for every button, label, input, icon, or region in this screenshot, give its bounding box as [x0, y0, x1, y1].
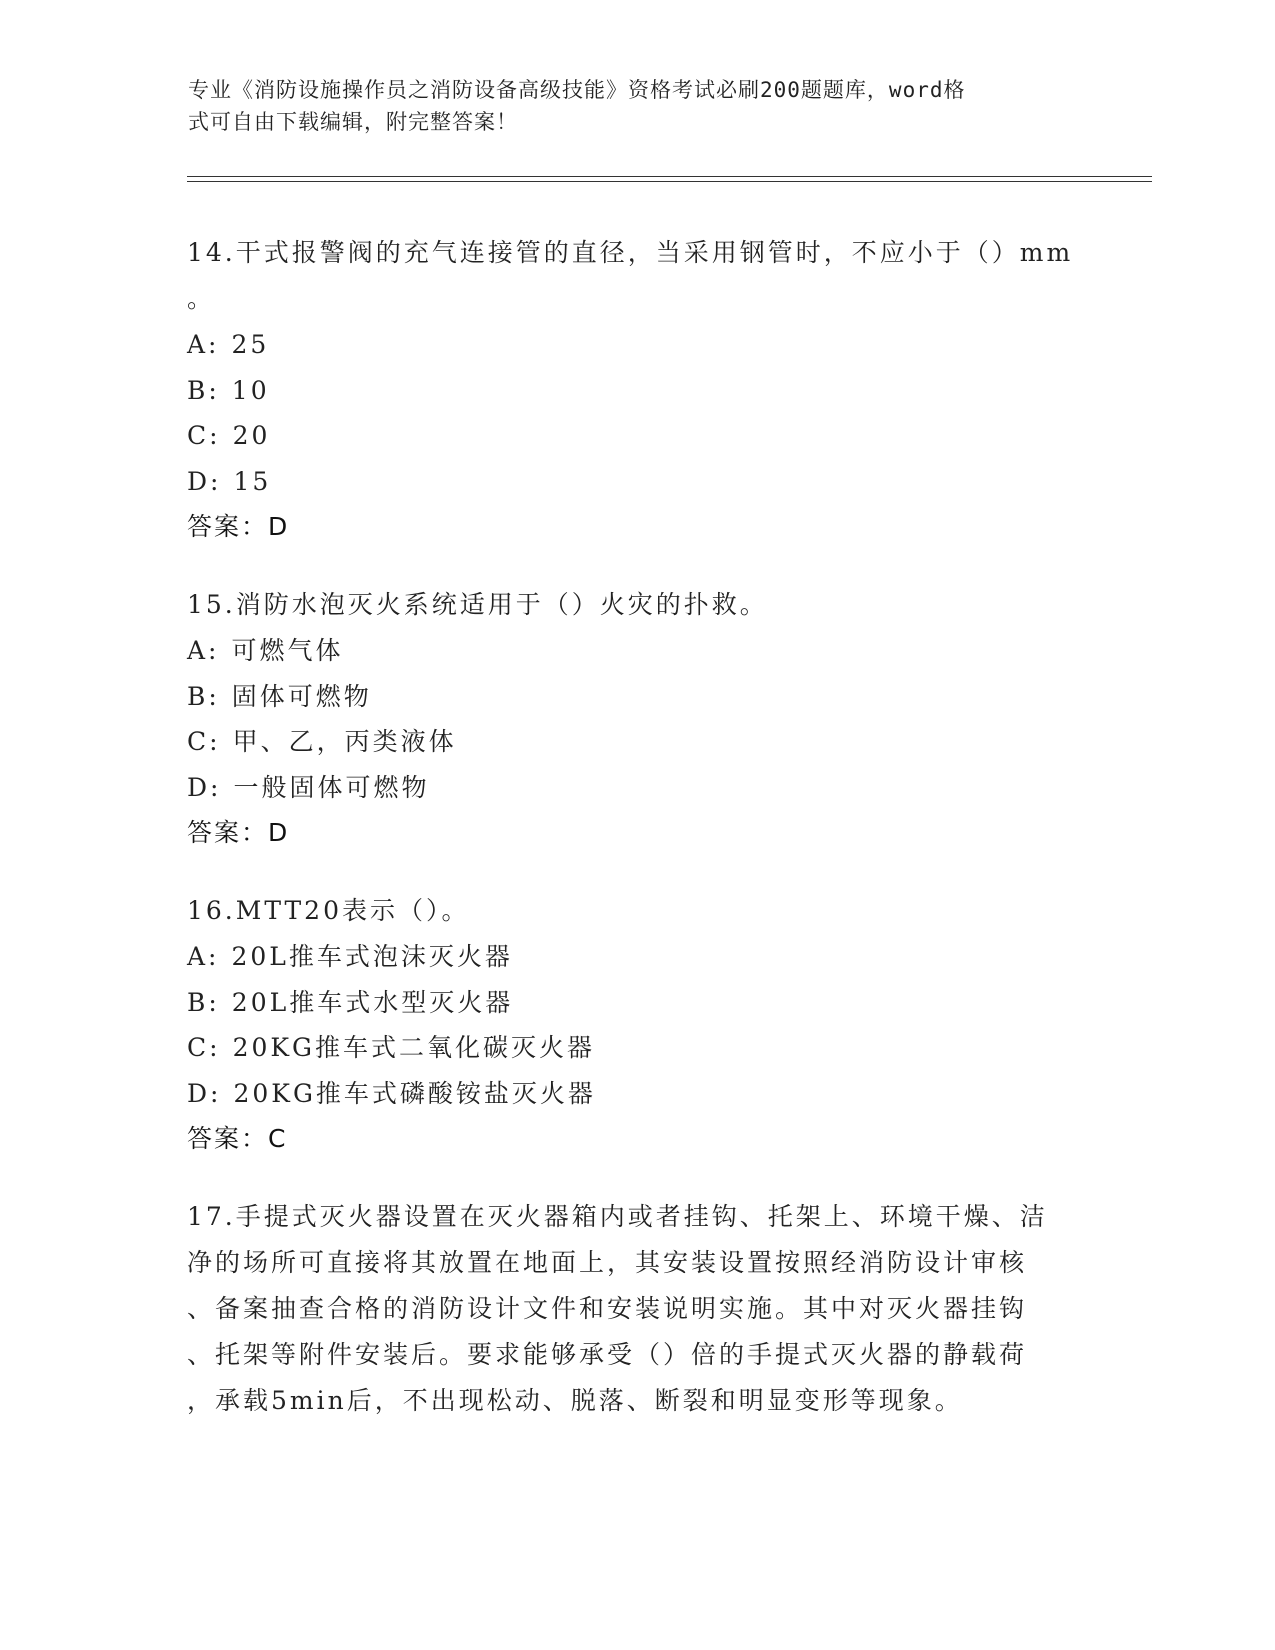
question-14 [187, 230, 1077, 550]
option-key: D: [187, 466, 222, 496]
answer-line: 答案：C [187, 1124, 288, 1153]
option-value: 20 [232, 421, 271, 450]
option-value: 25 [231, 330, 270, 359]
option-key: D: [187, 772, 222, 802]
header-divider-top [187, 176, 1152, 177]
option-d [187, 1071, 1077, 1117]
option-b [187, 674, 1077, 720]
option-a [187, 934, 1077, 980]
header-line-1: 专业《消防设施操作员之消防设备高级技能》资格考试必刷200题题库，word格 [188, 78, 966, 102]
option-key: A: [187, 636, 220, 665]
option-d [187, 459, 1077, 505]
option-value: 甲、乙，丙类液体 [232, 727, 457, 756]
option-key: B: [187, 681, 220, 711]
question-text: 16.MTT20表示（）。 [187, 896, 470, 925]
option-value: 20L推车式水型灭火器 [231, 987, 514, 1017]
option-value: 20KG推车式二氧化碳灭火器 [232, 1033, 596, 1062]
option-a [187, 322, 1077, 368]
option-value: 10 [231, 375, 270, 405]
option-value: 一般固体可燃物 [233, 772, 430, 802]
option-c [187, 1025, 1077, 1071]
option-key: C: [187, 421, 221, 450]
question-text: 17.手提式灭火器设置在灭火器箱内或者挂钩、托架上、环境干燥、洁 净的场所可直接将其放置在地面上，其安装设置按照经消防设计审核 、备案抽查合格的消防设计文件和安装说明实施。其中对灭火器挂钩 、托架等附件安装后。要求能够承受（）倍的手提式灭火器的静载荷 ，承载5min后，不出现松动、脱落、断裂和明显变形等现象。 [187, 1202, 1048, 1415]
question-text: 15.消防水泡灭火系统适用于（）火灾的扑救。 [187, 590, 768, 619]
document-header [188, 74, 1068, 138]
answer-line: 答案：D [187, 818, 290, 847]
option-value: 固体可燃物 [231, 681, 372, 711]
option-key: A: [187, 330, 220, 359]
header-line-2: 式可自由下载编辑，附完整答案！ [188, 110, 518, 134]
option-d [187, 765, 1077, 811]
option-value: 20KG推车式磷酸铵盐灭火器 [233, 1078, 596, 1108]
question-list [187, 230, 1077, 1456]
question-text: 14.干式报警阀的充气连接管的直径，当采用钢管时，不应小于（）mm 。 [187, 238, 1074, 313]
option-c [187, 413, 1077, 459]
header-divider-bottom [187, 181, 1152, 182]
option-key: B: [187, 375, 220, 405]
option-value: 20L推车式泡沫灭火器 [231, 942, 513, 971]
option-value: 可燃气体 [231, 636, 344, 665]
option-key: B: [187, 987, 220, 1017]
option-key: C: [187, 727, 221, 756]
option-key: A: [187, 942, 220, 971]
option-a [187, 628, 1077, 674]
option-key: C: [187, 1033, 221, 1062]
option-value: 15 [233, 466, 272, 496]
option-b [187, 368, 1077, 414]
question-17 [187, 1194, 1077, 1424]
option-key: D: [187, 1078, 222, 1108]
answer-line: 答案：D [187, 512, 290, 541]
question-16 [187, 888, 1077, 1162]
option-c [187, 719, 1077, 765]
question-15 [187, 582, 1077, 856]
option-b [187, 980, 1077, 1026]
